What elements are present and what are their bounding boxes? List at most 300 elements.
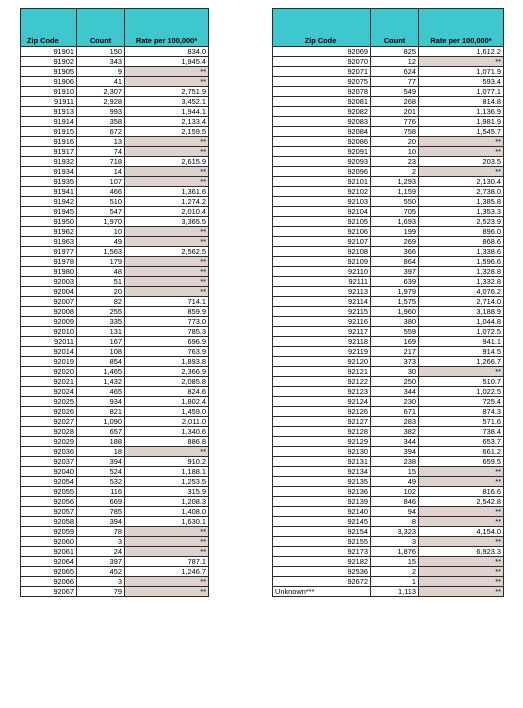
- rate-cell: **: [125, 587, 209, 597]
- table-row: [273, 157, 504, 167]
- count-cell: 3: [77, 577, 125, 587]
- rate-cell: 2,523.9: [419, 217, 504, 227]
- zip-code-cell: 92065: [21, 567, 77, 577]
- count-cell: 74: [77, 147, 125, 157]
- rate-cell: **: [419, 567, 504, 577]
- zip-code-cell: 91905: [21, 67, 77, 77]
- table-row: [273, 57, 504, 67]
- rate-cell: 1,071.9: [419, 67, 504, 77]
- zip-code-cell: 92011: [21, 337, 77, 347]
- count-cell: 785: [77, 507, 125, 517]
- count-cell: 13: [77, 137, 125, 147]
- count-cell: 397: [77, 557, 125, 567]
- table-row: [273, 557, 504, 567]
- zip-code-cell: 91932: [21, 157, 77, 167]
- table-row: [273, 327, 504, 337]
- count-cell: 94: [371, 507, 419, 517]
- zip-code-cell: 92037: [21, 457, 77, 467]
- table-row: [273, 387, 504, 397]
- count-cell: 179: [77, 257, 125, 267]
- rate-cell: 593.4: [419, 77, 504, 87]
- zip-code-cell: 92036: [21, 447, 77, 457]
- count-cell: 268: [371, 97, 419, 107]
- zip-code-cell: 92008: [21, 307, 77, 317]
- table-row: [21, 277, 209, 287]
- count-cell: 269: [371, 237, 419, 247]
- table-row: [21, 57, 209, 67]
- rate-cell: 738.4: [419, 427, 504, 437]
- count-cell: 549: [371, 87, 419, 97]
- table-row: [273, 417, 504, 427]
- table-row: [21, 187, 209, 197]
- table-row: [21, 327, 209, 337]
- zip-code-cell: 92130: [273, 447, 371, 457]
- table-row: [273, 307, 504, 317]
- table-row: [21, 537, 209, 547]
- count-cell: 10: [77, 227, 125, 237]
- rate-cell: **: [125, 277, 209, 287]
- table-row: [273, 127, 504, 137]
- zip-code-cell: 92054: [21, 477, 77, 487]
- rate-cell: 2,133.4: [125, 117, 209, 127]
- rate-cell: **: [125, 167, 209, 177]
- zip-code-cell: 92067: [21, 587, 77, 597]
- table-row: [273, 477, 504, 487]
- count-cell: 1,575: [371, 297, 419, 307]
- rate-cell: 1,353.3: [419, 207, 504, 217]
- zip-code-cell: 92056: [21, 497, 77, 507]
- rate-cell: 763.9: [125, 347, 209, 357]
- count-cell: 230: [371, 397, 419, 407]
- rate-cell: 910.2: [125, 457, 209, 467]
- count-cell: 758: [371, 127, 419, 137]
- table-row: [21, 117, 209, 127]
- table-row: [21, 287, 209, 297]
- count-cell: 397: [371, 267, 419, 277]
- count-cell: 394: [77, 457, 125, 467]
- zip-code-cell: 92003: [21, 277, 77, 287]
- zip-code-cell: 92108: [273, 247, 371, 257]
- zip-code-cell: 92107: [273, 237, 371, 247]
- rate-cell: 659.5: [419, 457, 504, 467]
- count-cell: 150: [77, 47, 125, 57]
- zip-code-cell: 92672: [273, 577, 371, 587]
- zip-code-cell: 92057: [21, 507, 77, 517]
- zip-code-cell: 91942: [21, 197, 77, 207]
- table-row: [21, 167, 209, 177]
- zip-code-cell: 91910: [21, 87, 77, 97]
- table-row: [21, 427, 209, 437]
- table-row: [273, 437, 504, 447]
- zip-code-cell: 92071: [273, 67, 371, 77]
- table-row: [21, 337, 209, 347]
- rate-cell: **: [125, 447, 209, 457]
- table-row: [21, 507, 209, 517]
- table-row: [273, 547, 504, 557]
- count-cell: 169: [371, 337, 419, 347]
- rate-cell: 2,751.9: [125, 87, 209, 97]
- rate-cell: 1,274.2: [125, 197, 209, 207]
- count-cell: 776: [371, 117, 419, 127]
- zip-code-cell: 92069: [273, 47, 371, 57]
- zip-code-cell: 92134: [273, 467, 371, 477]
- count-cell: 49: [371, 477, 419, 487]
- zip-code-cell: 92004: [21, 287, 77, 297]
- count-cell: 18: [77, 447, 125, 457]
- table-row: [273, 117, 504, 127]
- rate-cell: 4,154.0: [419, 527, 504, 537]
- rate-cell: 824.6: [125, 387, 209, 397]
- rate-cell: **: [419, 537, 504, 547]
- table-row: [21, 477, 209, 487]
- count-cell: 199: [371, 227, 419, 237]
- count-cell: 78: [77, 527, 125, 537]
- zip-code-cell: 92084: [273, 127, 371, 137]
- rate-cell: 1,893.8: [125, 357, 209, 367]
- zip-code-cell: 91962: [21, 227, 77, 237]
- count-cell: 24: [77, 547, 125, 557]
- table-row: [273, 357, 504, 367]
- count-cell: 3,323: [371, 527, 419, 537]
- zip-code-cell: 92105: [273, 217, 371, 227]
- table-row: [273, 147, 504, 157]
- rate-cell: 886.8: [125, 437, 209, 447]
- zip-code-cell: 91913: [21, 107, 77, 117]
- zip-code-cell: 92109: [273, 257, 371, 267]
- zip-code-cell: 92083: [273, 117, 371, 127]
- table-row: [21, 297, 209, 307]
- rate-cell: 3,188.9: [419, 307, 504, 317]
- rate-cell: **: [125, 137, 209, 147]
- count-cell: 49: [77, 237, 125, 247]
- zip-code-cell: 92124: [273, 397, 371, 407]
- rate-cell: **: [125, 237, 209, 247]
- rate-cell: **: [419, 467, 504, 477]
- rate-cell: 785.3: [125, 327, 209, 337]
- table-row: [21, 137, 209, 147]
- table-row: [273, 267, 504, 277]
- rate-cell: 1,328.8: [419, 267, 504, 277]
- table-row: [21, 367, 209, 377]
- rate-cell: **: [419, 587, 504, 597]
- table-row: [21, 447, 209, 457]
- header-row: [21, 9, 209, 47]
- zip-code-cell: 92102: [273, 187, 371, 197]
- count-cell: 1,113: [371, 587, 419, 597]
- zip-code-cell: 92136: [273, 487, 371, 497]
- rate-cell: **: [125, 227, 209, 237]
- rate-cell: **: [419, 167, 504, 177]
- zip-code-cell: 92060: [21, 537, 77, 547]
- rate-cell: 2,738.0: [419, 187, 504, 197]
- zip-code-cell: 92131: [273, 457, 371, 467]
- count-cell: 344: [371, 387, 419, 397]
- right-zip-table: [272, 8, 504, 597]
- table-row: [273, 77, 504, 87]
- count-cell: 48: [77, 267, 125, 277]
- rate-cell: 1,253.5: [125, 477, 209, 487]
- rate-cell: 1,208.3: [125, 497, 209, 507]
- table-row: [273, 587, 504, 597]
- count-cell: 2,928: [77, 97, 125, 107]
- count-cell: 2: [371, 167, 419, 177]
- zip-code-cell: 92114: [273, 297, 371, 307]
- count-cell: 201: [371, 107, 419, 117]
- zip-code-cell: 92119: [273, 347, 371, 357]
- count-cell: 669: [77, 497, 125, 507]
- table-row: [21, 147, 209, 157]
- count-cell: 116: [77, 487, 125, 497]
- table-row: [273, 217, 504, 227]
- count-header: Count: [371, 9, 419, 47]
- count-cell: 382: [371, 427, 419, 437]
- rate-cell: 1,408.0: [125, 507, 209, 517]
- rate-cell: 2,542.8: [419, 497, 504, 507]
- table-row: [21, 77, 209, 87]
- count-cell: 532: [77, 477, 125, 487]
- zip-code-cell: 92040: [21, 467, 77, 477]
- rate-header: Rate per 100,000*: [125, 9, 209, 47]
- zip-code-cell: 92110: [273, 267, 371, 277]
- table-row: [273, 237, 504, 247]
- zip-code-cell: 92113: [273, 287, 371, 297]
- count-cell: 373: [371, 357, 419, 367]
- rate-cell: 2,010.4: [125, 207, 209, 217]
- table-row: [21, 467, 209, 477]
- count-cell: 394: [371, 447, 419, 457]
- zip-code-cell: 92145: [273, 517, 371, 527]
- rate-cell: **: [419, 517, 504, 527]
- rate-cell: 1,188.1: [125, 467, 209, 477]
- table-row: [273, 257, 504, 267]
- count-cell: 51: [77, 277, 125, 287]
- count-cell: 993: [77, 107, 125, 117]
- rate-cell: **: [419, 507, 504, 517]
- count-cell: 671: [371, 407, 419, 417]
- table-row: [21, 217, 209, 227]
- rate-cell: 941.1: [419, 337, 504, 347]
- zip-code-cell: 92117: [273, 327, 371, 337]
- table-row: [21, 267, 209, 277]
- zip-code-cell: 92078: [273, 87, 371, 97]
- count-cell: 510: [77, 197, 125, 207]
- rate-cell: 2,714.0: [419, 297, 504, 307]
- count-cell: 1,979: [371, 287, 419, 297]
- count-cell: 20: [371, 137, 419, 147]
- zip-code-cell: 92182: [273, 557, 371, 567]
- zip-code-cell: 92014: [21, 347, 77, 357]
- table-row: [21, 97, 209, 107]
- count-header: Count: [77, 9, 125, 47]
- rate-cell: 315.9: [125, 487, 209, 497]
- table-row: [21, 457, 209, 467]
- count-cell: 934: [77, 397, 125, 407]
- rate-cell: 1,246.7: [125, 567, 209, 577]
- table-row: [21, 127, 209, 137]
- rate-cell: 1,072.5: [419, 327, 504, 337]
- rate-cell: **: [125, 67, 209, 77]
- rate-cell: **: [419, 557, 504, 567]
- rate-cell: 203.5: [419, 157, 504, 167]
- count-cell: 82: [77, 297, 125, 307]
- zip-code-cell: 91914: [21, 117, 77, 127]
- table-row: [273, 297, 504, 307]
- zip-code-cell: 92121: [273, 367, 371, 377]
- count-cell: 705: [371, 207, 419, 217]
- zip-code-cell: 92020: [21, 367, 77, 377]
- rate-cell: 1,361.6: [125, 187, 209, 197]
- count-cell: 672: [77, 127, 125, 137]
- table-row: [21, 247, 209, 257]
- zip-code-cell: 92154: [273, 527, 371, 537]
- table-row: [21, 547, 209, 557]
- rate-cell: 653.7: [419, 437, 504, 447]
- count-cell: 624: [371, 67, 419, 77]
- count-cell: 1,465: [77, 367, 125, 377]
- rate-cell: 725.4: [419, 397, 504, 407]
- count-cell: 547: [77, 207, 125, 217]
- zip-code-cell: 92111: [273, 277, 371, 287]
- zip-code-cell: 92104: [273, 207, 371, 217]
- count-cell: 524: [77, 467, 125, 477]
- zip-code-cell: 91901: [21, 47, 77, 57]
- count-cell: 380: [371, 317, 419, 327]
- count-cell: 15: [371, 467, 419, 477]
- table-row: [273, 207, 504, 217]
- count-cell: 217: [371, 347, 419, 357]
- zip-code-cell: 92129: [273, 437, 371, 447]
- zip-code-cell: 92028: [21, 427, 77, 437]
- zip-code-cell: 92058: [21, 517, 77, 527]
- zip-code-cell: 91934: [21, 167, 77, 177]
- zip-code-header: Zip Code: [21, 9, 77, 47]
- count-cell: 1,432: [77, 377, 125, 387]
- table-row: [273, 67, 504, 77]
- rate-cell: 914.5: [419, 347, 504, 357]
- table-row: [273, 427, 504, 437]
- count-cell: 9: [77, 67, 125, 77]
- table-row: [21, 527, 209, 537]
- zip-code-cell: 92127: [273, 417, 371, 427]
- rate-cell: 4,076.2: [419, 287, 504, 297]
- zip-code-cell: 92025: [21, 397, 77, 407]
- zip-code-cell: 92123: [273, 387, 371, 397]
- count-cell: 854: [77, 357, 125, 367]
- zip-code-cell: 92101: [273, 177, 371, 187]
- count-cell: 107: [77, 177, 125, 187]
- header-row: [273, 9, 504, 47]
- rate-cell: **: [419, 57, 504, 67]
- rate-cell: 3,365.5: [125, 217, 209, 227]
- table-row: [21, 317, 209, 327]
- zip-code-cell: 91963: [21, 237, 77, 247]
- zip-code-cell: 92093: [273, 157, 371, 167]
- rate-cell: 2,615.9: [125, 157, 209, 167]
- table-row: [273, 227, 504, 237]
- zip-code-cell: 91945: [21, 207, 77, 217]
- count-cell: 79: [77, 587, 125, 597]
- zip-code-cell: 91911: [21, 97, 77, 107]
- count-cell: 15: [371, 557, 419, 567]
- table-row: [273, 137, 504, 147]
- rate-cell: 816.6: [419, 487, 504, 497]
- count-cell: 77: [371, 77, 419, 87]
- zip-code-cell: 92026: [21, 407, 77, 417]
- zip-code-cell: 91950: [21, 217, 77, 227]
- count-cell: 366: [371, 247, 419, 257]
- table-row: [273, 107, 504, 117]
- zip-code-cell: 92086: [273, 137, 371, 147]
- rate-cell: 1,338.6: [419, 247, 504, 257]
- rate-cell: 2,159.5: [125, 127, 209, 137]
- zip-code-cell: 92140: [273, 507, 371, 517]
- table-row: [273, 467, 504, 477]
- table-row: [21, 397, 209, 407]
- rate-cell: 571.6: [419, 417, 504, 427]
- table-row: [273, 47, 504, 57]
- zip-code-cell: 92120: [273, 357, 371, 367]
- table-row: [21, 577, 209, 587]
- left-zip-table: [20, 8, 209, 597]
- table-row: [273, 197, 504, 207]
- zip-code-cell: 92155: [273, 537, 371, 547]
- rate-cell: **: [125, 177, 209, 187]
- rate-cell: 661.2: [419, 447, 504, 457]
- zip-code-cell: Unknown***: [273, 587, 371, 597]
- count-cell: 283: [371, 417, 419, 427]
- table-row: [273, 377, 504, 387]
- count-cell: 1,293: [371, 177, 419, 187]
- count-cell: 12: [371, 57, 419, 67]
- table-row: [21, 87, 209, 97]
- table-row: [21, 567, 209, 577]
- rate-cell: **: [125, 577, 209, 587]
- rate-cell: 2,130.4: [419, 177, 504, 187]
- rate-cell: 1,340.6: [125, 427, 209, 437]
- table-row: [21, 497, 209, 507]
- table-row: [273, 517, 504, 527]
- rate-cell: 773.0: [125, 317, 209, 327]
- zip-code-cell: 92081: [273, 97, 371, 107]
- count-cell: 343: [77, 57, 125, 67]
- table-row: [21, 237, 209, 247]
- table-row: [273, 457, 504, 467]
- table-row: [273, 187, 504, 197]
- rate-cell: 868.6: [419, 237, 504, 247]
- count-cell: 102: [371, 487, 419, 497]
- table-row: [273, 247, 504, 257]
- count-cell: 41: [77, 77, 125, 87]
- zip-code-cell: 92064: [21, 557, 77, 567]
- count-cell: 559: [371, 327, 419, 337]
- rate-cell: 1,332.8: [419, 277, 504, 287]
- count-cell: 452: [77, 567, 125, 577]
- rate-cell: 834.0: [125, 47, 209, 57]
- count-cell: 108: [77, 347, 125, 357]
- rate-cell: 2,562.5: [125, 247, 209, 257]
- rate-cell: 896.0: [419, 227, 504, 237]
- zip-code-cell: 92024: [21, 387, 77, 397]
- rate-cell: 1,802.4: [125, 397, 209, 407]
- table-row: [273, 447, 504, 457]
- count-cell: 14: [77, 167, 125, 177]
- zip-code-cell: 92096: [273, 167, 371, 177]
- count-cell: 30: [371, 367, 419, 377]
- table-row: [273, 507, 504, 517]
- count-cell: 465: [77, 387, 125, 397]
- zip-code-cell: 92055: [21, 487, 77, 497]
- count-cell: 131: [77, 327, 125, 337]
